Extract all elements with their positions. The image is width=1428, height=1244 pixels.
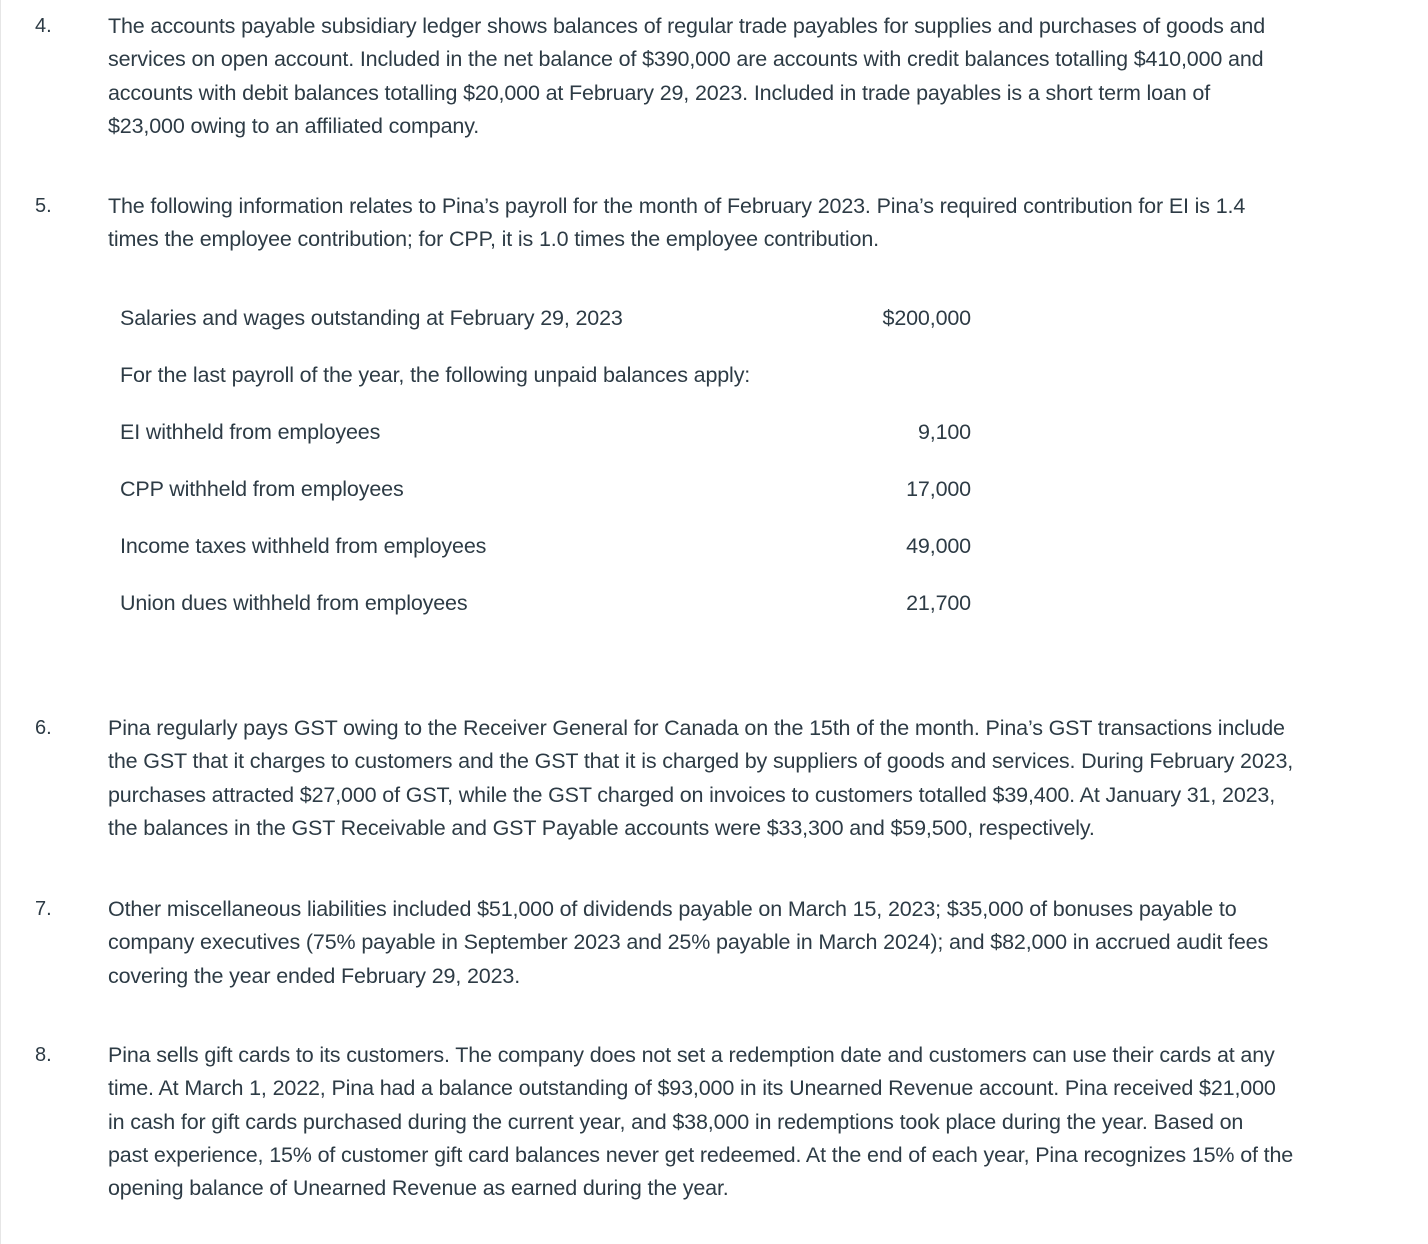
paragraph-line: services on open account. Included in the net balance of $390,000 are accounts with credit balances totalling $410,000 and <box>108 47 1264 72</box>
item-paragraph <box>108 1039 1408 1205</box>
paragraph-line: Pina sells gift cards to its customers. The company does not set a redemption date and customers can use their cards at any <box>108 1043 1275 1067</box>
item-paragraph <box>108 893 1408 993</box>
paragraph-line: opening balance of Unearned Revenue as earned during the year. <box>108 1176 729 1201</box>
paragraph-line: The following information relates to Pina’s payroll for the month of February 2023. Pina’s required contribution for EI is 1.4 <box>108 194 1246 218</box>
paragraph-line: The accounts payable subsidiary ledger shows balances of regular trade payables for supplies and purchases of goods and <box>108 14 1266 38</box>
item-number: 8. <box>35 1044 52 1066</box>
payroll-label: EI withheld from employees <box>120 420 381 444</box>
paragraph-line: purchases attracted $27,000 of GST, while the GST charged on invoices to customers totalled $39,400. At January 31, 2023, <box>108 782 1276 807</box>
item-number: 6. <box>35 717 52 739</box>
payroll-table <box>120 302 980 644</box>
item-number: 4. <box>35 15 52 37</box>
paragraph-line: accounts with debit balances totalling $20,000 at February 29, 2023. Included in trade payables is a short term loan of <box>108 80 1211 105</box>
payroll-label: Salaries and wages outstanding at February 29, 2023 <box>120 306 623 330</box>
table-row <box>120 416 980 473</box>
item-paragraph <box>108 190 1408 257</box>
item-number: 7. <box>35 898 52 920</box>
payroll-value: 21,700 <box>906 591 971 615</box>
paragraph-line: in cash for gift cards purchased during the current year, and $38,000 in redemptions took place during the year. Based on <box>108 1109 1244 1134</box>
payroll-label: For the last payroll of the year, the following unpaid balances apply: <box>120 363 751 387</box>
paragraph-line: past experience, 15% of customer gift card balances never get redeemed. At the end of each year, Pina recognizes 15% of the <box>108 1142 1294 1167</box>
payroll-label: CPP withheld from employees <box>120 477 404 501</box>
item-paragraph <box>108 10 1408 143</box>
paragraph-line: times the employee contribution; for CPP, it is 1.0 times the employee contribution. <box>108 227 879 252</box>
table-row <box>120 530 980 587</box>
item-paragraph <box>108 712 1408 845</box>
table-row <box>120 473 980 530</box>
payroll-value: 49,000 <box>906 534 971 558</box>
paragraph-line: covering the year ended February 29, 2023. <box>108 963 521 988</box>
table-row <box>120 302 980 359</box>
page-left-border <box>0 0 1 1244</box>
paragraph-line: time. At March 1, 2022, Pina had a balance outstanding of $93,000 in its Unearned Revenue account. Pina received $21,000 <box>108 1076 1276 1101</box>
paragraph-line: Other miscellaneous liabilities included $51,000 of dividends payable on March 15, 2023; $35,000 of bonuses payable to <box>108 897 1237 921</box>
payroll-label: Union dues withheld from employees <box>120 591 468 615</box>
payroll-value: $200,000 <box>882 306 971 330</box>
item-number: 5. <box>35 195 52 217</box>
paragraph-line: the GST that it charges to customers and the GST that it is charged by suppliers of goods and services. During February 2023, <box>108 749 1294 774</box>
paragraph-line: company executives (75% payable in September 2023 and 25% payable in March 2024); and $82,000 in accrued audit fees <box>108 930 1269 955</box>
table-row <box>120 587 980 644</box>
paragraph-line: $23,000 owing to an affiliated company. <box>108 113 480 138</box>
paragraph-line: the balances in the GST Receivable and GST Payable accounts were $33,300 and $59,500, respectively. <box>108 815 1095 840</box>
payroll-label: Income taxes withheld from employees <box>120 534 487 558</box>
table-row <box>120 359 980 416</box>
payroll-value: 9,100 <box>917 420 971 444</box>
payroll-value: 17,000 <box>906 477 971 501</box>
paragraph-line: Pina regularly pays GST owing to the Receiver General for Canada on the 15th of the month. Pina’s GST transactions include <box>108 716 1285 740</box>
